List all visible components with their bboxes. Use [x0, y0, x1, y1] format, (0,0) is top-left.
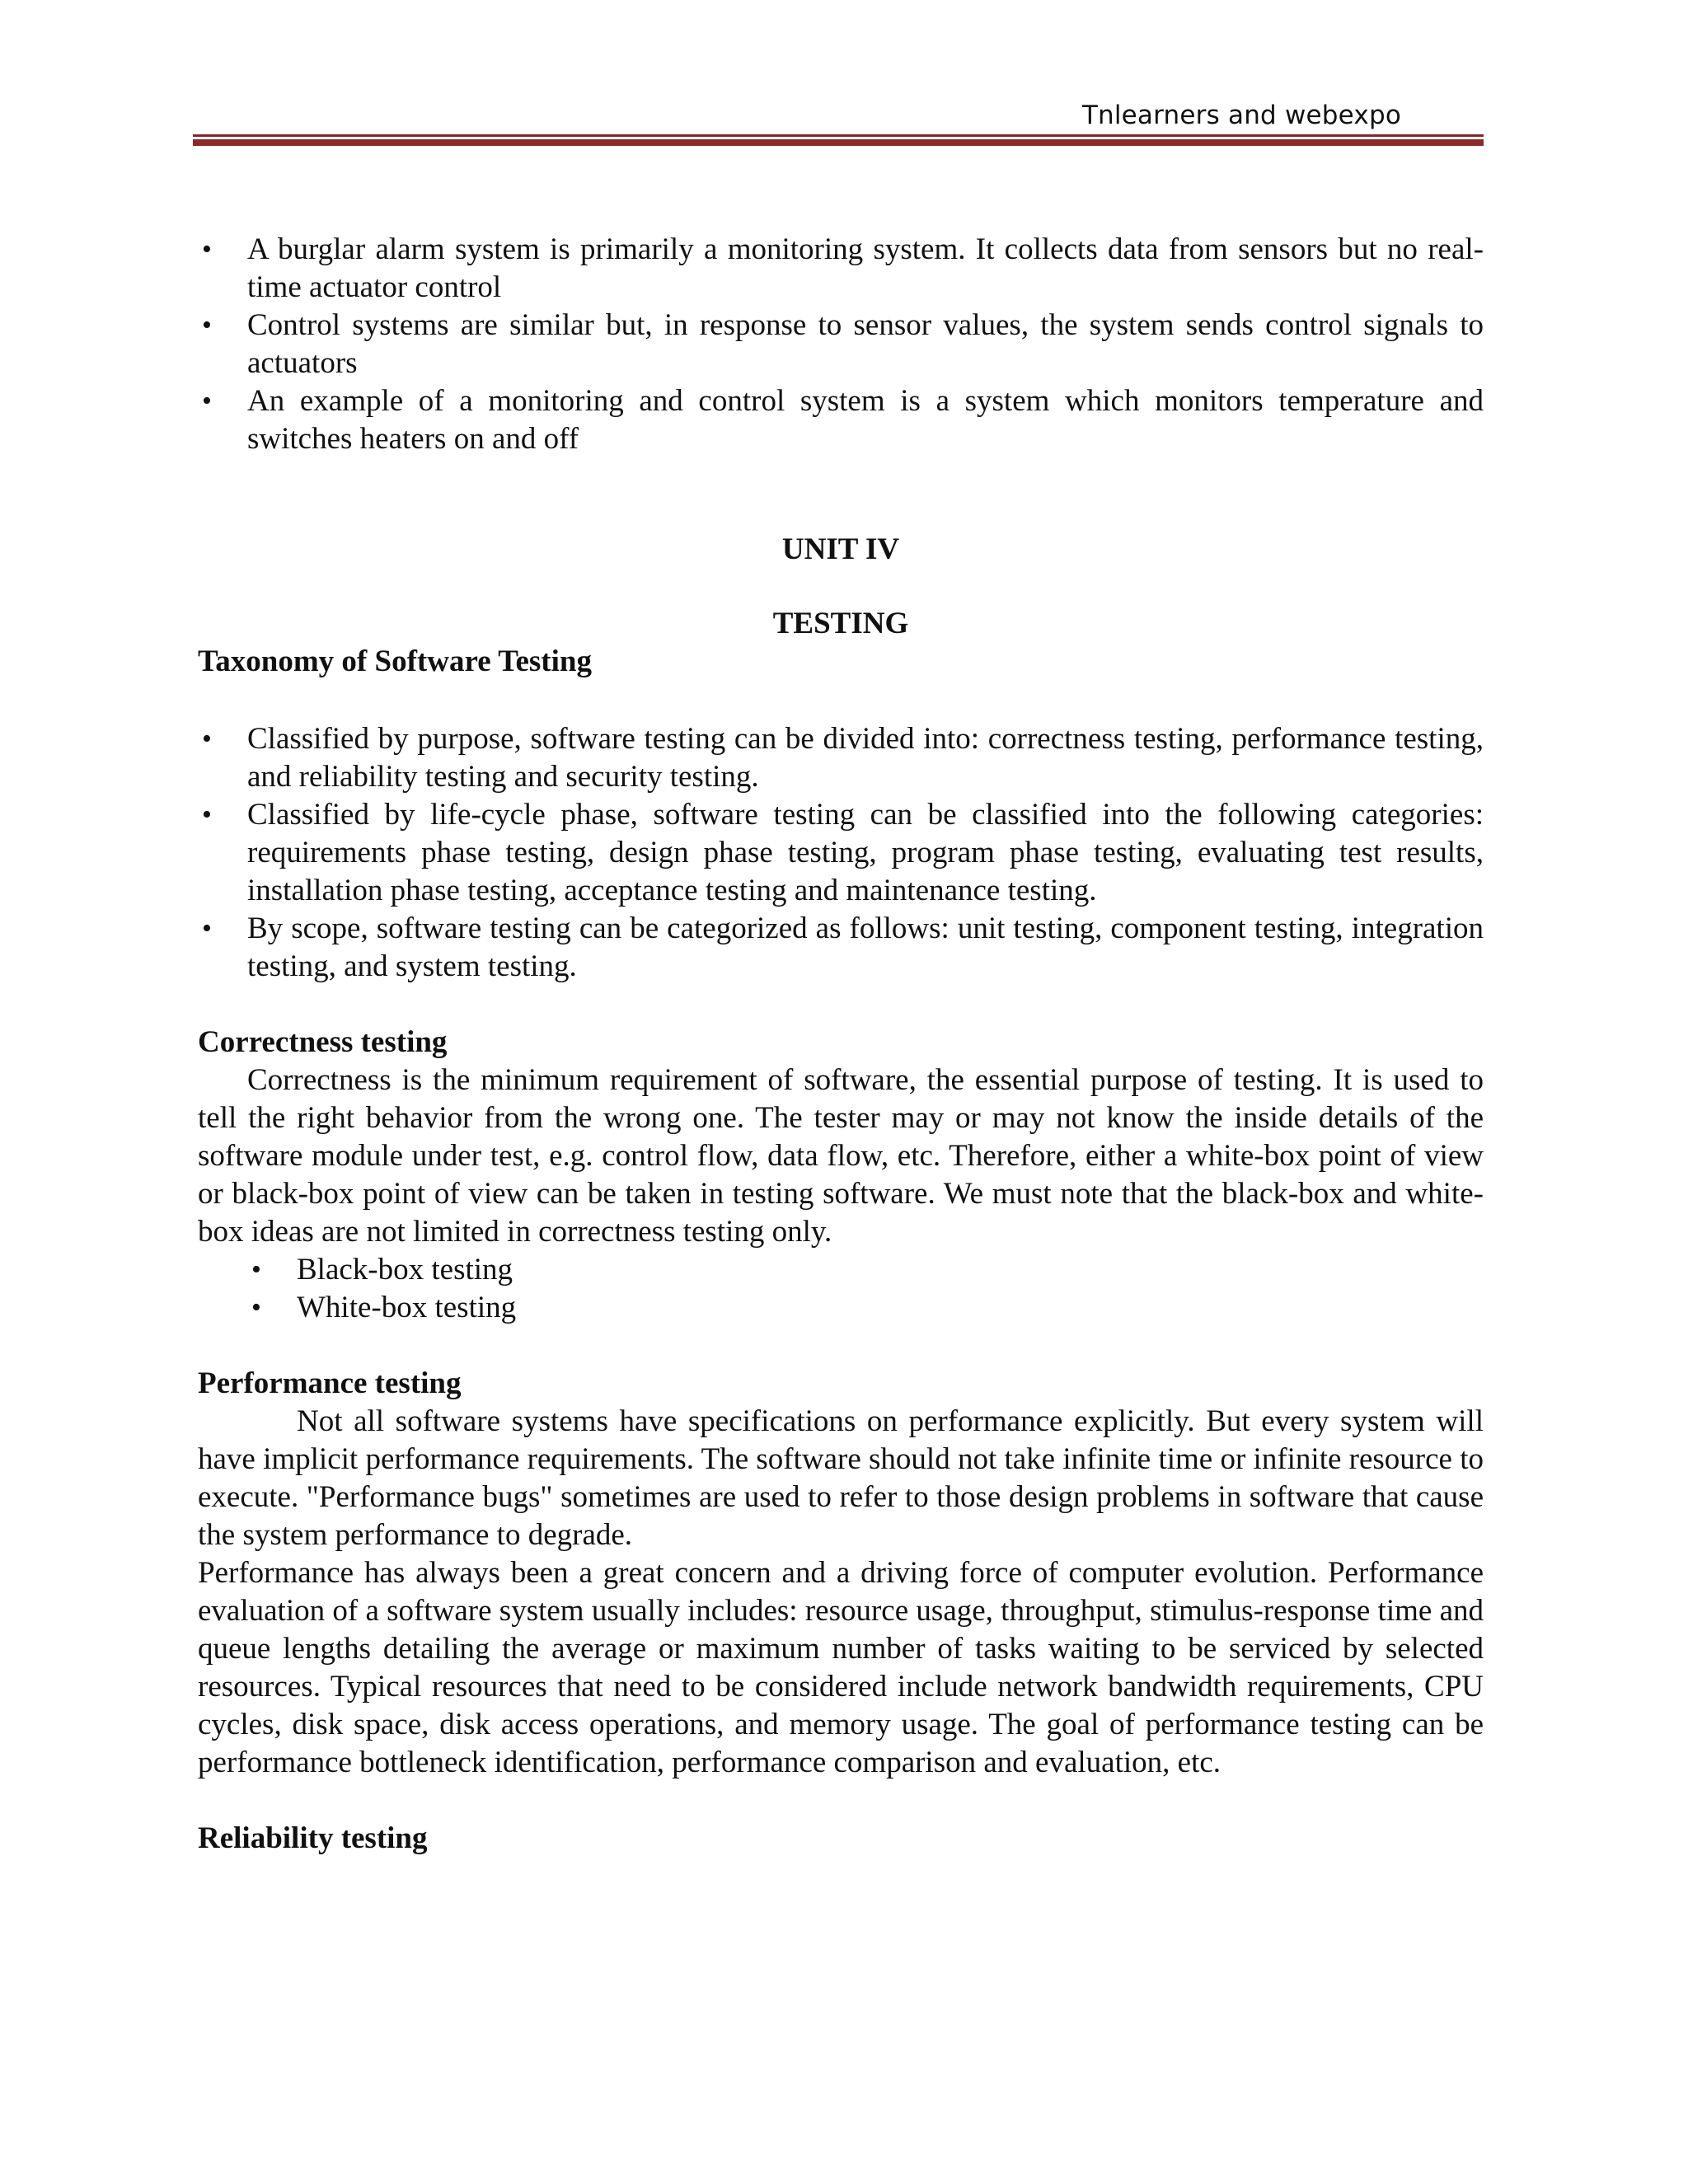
taxonomy-bullet-list: [198, 720, 1484, 986]
performance-heading: Performance testing: [198, 1366, 462, 1400]
performance-paragraph-1: Not all software systems have specifications on performance explicitly. But every system will have implicit performance requirements. The software should not take infinite time or infinite resource to execute. "Performance bugs" sometimes are used to refer to those design problems in software that cause the system performance to degrade.: [198, 1404, 1484, 1552]
taxonomy-bullet-3: • By scope, software testing can be categorized as follows: unit testing, component testing, integration testing, and system testing.: [198, 910, 1484, 986]
reliability-heading: Reliability testing: [198, 1821, 428, 1855]
performance-paragraph-2: Performance has always been a great concern and a driving force of computer evolution. Performance evaluation of a software system usually includes: resource usage, throughput, stimulus-response time and queue lengths detailing the average or maximum number of tasks waiting to be serviced by selected resources. Typical resources that need to be considered include network bandwidth requirements, CPU cycles, disk space, disk access operations, and memory usage. The goal of performance testing can be performance bottleneck identification, performance comparison and evaluation, etc.: [198, 1556, 1484, 1779]
correctness-paragraph: Correctness is the minimum requirement of software, the essential purpose of testing. It is used to tell the right behavior from the wrong one. The tester may or may not know the inside details of the software module under test, e.g. control flow, data flow, etc. Therefore, either a white-box point of view or black-box point of view can be taken in testing software. We must note that the black-box and white-box ideas are not limited in correctness testing only.: [198, 1063, 1484, 1249]
correctness-bullet-list: [198, 1251, 1484, 1327]
correctness-heading: Correctness testing: [198, 1025, 448, 1059]
document-body: [198, 231, 1484, 1858]
correctness-bullet-white-box: • White-box testing: [247, 1289, 1484, 1327]
intro-bullet-list: [198, 231, 1484, 458]
header-title: Tnlearners and webexpo: [1081, 101, 1401, 130]
taxonomy-bullet-1: • Classified by purpose, software testing can be divided into: correctness testing, performance testing, and reliability testing and security testing.: [198, 720, 1484, 796]
spacer: [198, 458, 1484, 531]
correctness-bullet-black-box: • Black-box testing: [247, 1251, 1484, 1289]
taxonomy-heading: Taxonomy of Software Testing: [198, 644, 592, 678]
spacer: [198, 1782, 1484, 1820]
spacer: [198, 1327, 1484, 1365]
unit-title: UNIT IV: [781, 532, 900, 566]
header-rule-thick: [193, 139, 1484, 146]
intro-bullet-2: • Control systems are similar but, in response to sensor values, the system sends control signals to actuators: [198, 307, 1484, 382]
spacer: [198, 986, 1484, 1024]
header-rule-thin: [193, 134, 1484, 137]
intro-bullet-1: • A burglar alarm system is primarily a monitoring system. It collects data from sensors but no real-time actuator control: [198, 231, 1484, 307]
intro-bullet-3: • An example of a monitoring and control system is a system which monitors temperature and switches heaters on and off: [198, 382, 1484, 458]
taxonomy-bullet-2: • Classified by life-cycle phase, software testing can be classified into the following categories: requirements phase testing, design phase testing, program phase testing, evaluating test results, installation phase testing, acceptance testing and maintenance testing.: [198, 796, 1484, 910]
unit-subtitle: TESTING: [772, 607, 909, 640]
spacer: [198, 681, 1484, 720]
spacer: [198, 569, 1484, 605]
